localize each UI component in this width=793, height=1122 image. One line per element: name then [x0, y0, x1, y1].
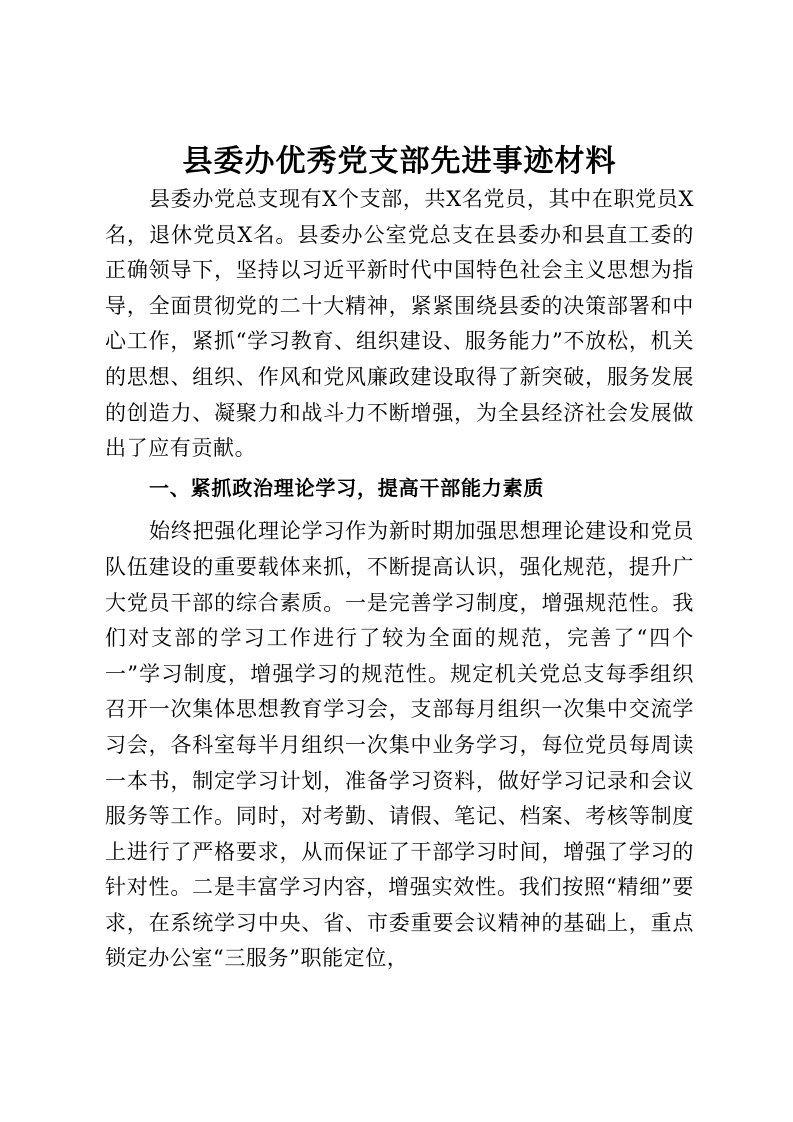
section-paragraph-1: 始终把强化理论学习作为新时期加强思想理论建设和党员队伍建设的重要载体来抓，不断提高认识，强化规范，提升广大党员干部的综合素质。一是完善学习制度，增强规范性。我们对支部的学习工作进行了较为全面的规范，完善了“四个一”学习制度，增强学习的规范性。规定机关党总支每季组织召开一次集体思想教育学习会，支部每月组织一次集中交流学习会，各科室每半月组织一次集中业务学习，每位党员每周读一本书，制定学习计划，准备学习资料，做好学习记录和会议服务等工作。同时，对考勤、请假、笔记、档案、考核等制度上进行了严格要求，从而保证了干部学习时间，增强了学习的针对性。二是丰富学习内容，增强实效性。我们按照“精细”要求，在系统学习中央、省、市委重要会议精神的基础上，重点锁定办公室“三服务”职能定位， — [105, 519, 694, 971]
section-heading-1: 一、紧抓政治理论学习，提高干部能力素质 — [149, 475, 545, 500]
intro-paragraph: 县委办党总支现有X个支部，共X名党员，其中在职党员X名，退休党员X名。县委办公室党总支在县委办和县直工委的正确领导下，坚持以习近平新时代中国特色社会主义思想为指导，全面贯彻党的二十大精神，紧紧围绕县委的决策部署和中心工作，紧抓“学习教育、组织建设、服务能力”不放松，机关的思想、组织、作风和党风廉政建设取得了新突破，服务发展的创造力、凝聚力和战斗力不断增强，为全县经济社会发展做出了应有贡献。 — [105, 187, 694, 461]
document-title: 县委办优秀党支部先进事迹材料 — [182, 144, 617, 179]
